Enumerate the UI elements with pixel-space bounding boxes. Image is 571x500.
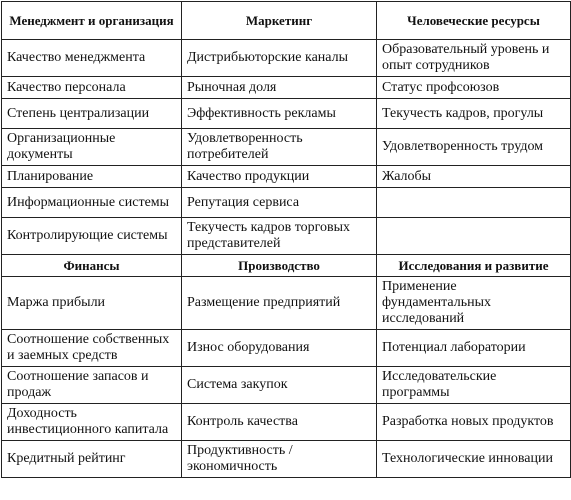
header-production: Производство [182, 255, 377, 277]
table-row [2, 40, 571, 77]
table-row [2, 129, 571, 166]
table-cell: Разработка новых продуктов [377, 404, 571, 441]
table-cell: Контроль качества [182, 404, 377, 441]
table-cell: Рыночная доля [182, 77, 377, 99]
table-cell: Информационные системы [2, 188, 182, 218]
table-cell: Качество менеджмента [2, 40, 182, 77]
table-cell: Маржа прибыли [2, 277, 182, 330]
table-row [2, 277, 571, 330]
table-row [2, 77, 571, 99]
table-cell: Применение фундаментальных исследований [377, 277, 571, 330]
table-row [2, 218, 571, 255]
table-row [2, 188, 571, 218]
table-row [2, 166, 571, 188]
header-research-development: Исследования и развитие [377, 255, 571, 277]
table-cell: Кредитный рейтинг [2, 441, 182, 478]
table-cell: Соотношение запасов и продаж [2, 367, 182, 404]
table-cell: Качество продукции [182, 166, 377, 188]
table-cell [377, 188, 571, 218]
table-cell: Удовлетворенность трудом [377, 129, 571, 166]
table-cell: Потенциал лаборатории [377, 330, 571, 367]
header-human-resources: Человеческие ресурсы [377, 2, 571, 40]
table-cell: Репутация сервиса [182, 188, 377, 218]
table-cell: Жалобы [377, 166, 571, 188]
header-marketing: Маркетинг [182, 2, 377, 40]
table-cell: Технологические инновации [377, 441, 571, 478]
table-cell: Планирование [2, 166, 182, 188]
header-management: Менеджмент и организация [2, 2, 182, 40]
table-cell: Соотношение собственных и заемных средств [2, 330, 182, 367]
table-cell [377, 218, 571, 255]
table-cell: Статус профсоюзов [377, 77, 571, 99]
table-cell: Размещение предприятий [182, 277, 377, 330]
table-cell: Удовлетворенность потребителей [182, 129, 377, 166]
table-cell: Эффективность рекламы [182, 99, 377, 129]
table-cell: Доходность инвестиционного капитала [2, 404, 182, 441]
table-cell: Текучесть кадров, прогулы [377, 99, 571, 129]
header-finance: Финансы [2, 255, 182, 277]
table-cell: Текучесть кадров торговых представителей [182, 218, 377, 255]
section1-header-row [2, 2, 571, 40]
table-cell: Дистрибьюторские каналы [182, 40, 377, 77]
table-row [2, 404, 571, 441]
table-cell: Качество персонала [2, 77, 182, 99]
table-cell: Износ оборудования [182, 330, 377, 367]
table-cell: Контролирующие системы [2, 218, 182, 255]
table-row [2, 441, 571, 478]
factors-table [1, 1, 571, 478]
table-cell: Образовательный уровень и опыт сотрудников [377, 40, 571, 77]
table-row [2, 99, 571, 129]
table-cell: Степень централизации [2, 99, 182, 129]
table-cell: Организационные документы [2, 129, 182, 166]
table-cell: Продуктивность / экономичность [182, 441, 377, 478]
table-row [2, 330, 571, 367]
section2-header-row [2, 255, 571, 277]
table-cell: Исследовательские программы [377, 367, 571, 404]
table-row [2, 367, 571, 404]
table-cell: Система закупок [182, 367, 377, 404]
